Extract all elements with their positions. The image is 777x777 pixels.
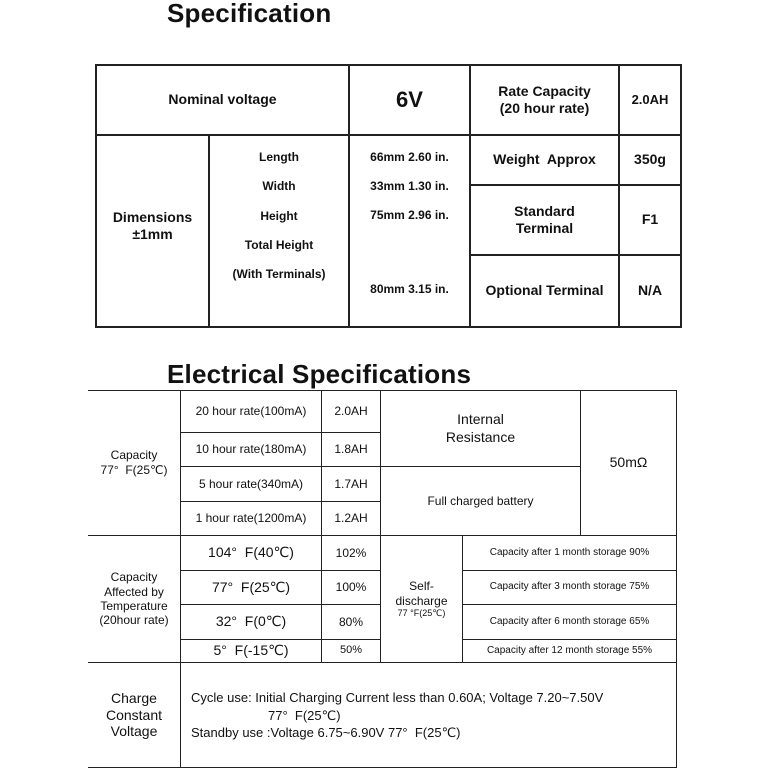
full-charged-battery: Full charged battery — [427, 493, 534, 508]
standard-terminal-label — [471, 186, 618, 254]
temp-77f: 77° F(25℃) — [211, 578, 291, 595]
dimension-name-width: Width — [262, 178, 296, 193]
storage-12-month: Capacity after 12 month storage 55% — [486, 644, 653, 656]
standard-terminal-value: F1 — [641, 211, 659, 228]
storage-3-month: Capacity after 3 month storage 75% — [489, 581, 650, 593]
temp-32f: 32° F(0℃) — [215, 613, 287, 630]
capacity-rate-5h: 5 hour rate(340mA) — [198, 476, 304, 491]
dimension-name-length: Length — [259, 149, 299, 164]
rate-capacity-label-line1: Rate Capacity — [498, 82, 591, 99]
capacity-value-20h: 2.0AH — [334, 404, 368, 418]
dimension-name-with-terminals: (With Terminals) — [232, 266, 326, 281]
temperature-label — [88, 536, 180, 662]
capacity-value-10h: 1.8AH — [334, 442, 368, 456]
self-discharge-line3: 77 °F(25℃) — [397, 607, 446, 618]
standby-use: Standby use :Voltage 6.75~6.90V 77° F(25℃) — [191, 725, 461, 740]
dimension-value-total-height: 80mm 3.15 in. — [370, 281, 449, 296]
charge-label-line2: Constant — [105, 706, 163, 723]
capacity-label-line1: Capacity — [110, 448, 158, 462]
charge-label-line1: Charge — [111, 689, 157, 706]
spec-title: Specification — [167, 0, 332, 28]
dimensions-tolerance: ±1mm — [132, 226, 173, 242]
temperature-label-line1: Capacity — [110, 570, 158, 585]
dimension-name-height: Height — [260, 208, 298, 223]
self-discharge-line2: discharge — [395, 593, 448, 608]
temp-5f: 5° F(-15℃) — [213, 642, 289, 659]
capacity-label — [88, 391, 180, 535]
capacity-value-5h: 1.7AH — [334, 476, 368, 491]
cycle-use-line1: Cycle use: Initial Charging Current less than 0.60A; Voltage 7.20~7.50V — [191, 690, 604, 705]
nominal-voltage-label: Nominal voltage — [168, 91, 277, 108]
standard-terminal-label-line2: Terminal — [515, 220, 574, 236]
temp-32f-value: 80% — [338, 614, 364, 629]
temperature-label-line2: Affected by — [104, 584, 164, 599]
storage-1-month: Capacity after 1 month storage 90% — [489, 546, 650, 558]
capacity-rate-20h: 20 hour rate(100mA) — [195, 404, 307, 418]
dimension-value-height: 75mm 2.96 in. — [370, 207, 449, 222]
dimensions-label-text: Dimensions — [112, 208, 193, 225]
rate-capacity-label — [471, 66, 618, 134]
temp-77f-value: 100% — [335, 580, 367, 594]
capacity-value-1h: 1.2AH — [334, 511, 368, 525]
charge-label-line3: Voltage — [110, 723, 158, 740]
nominal-voltage-value: 6V — [396, 87, 423, 113]
storage-6-month: Capacity after 6 month storage 65% — [489, 615, 650, 627]
temperature-label-line3: Temperature — [100, 599, 168, 613]
dimensions-label — [97, 136, 208, 326]
weight-label: Weight Approx — [493, 151, 596, 168]
capacity-label-line2: 77° F(25℃) — [100, 463, 168, 477]
optional-terminal-label: Optional Terminal — [485, 282, 604, 299]
internal-resistance-label — [381, 391, 580, 466]
standard-terminal-label-line1: Standard — [514, 202, 575, 219]
rate-capacity-label-line2: (20 hour rate) — [499, 100, 590, 116]
internal-resistance-line1: Internal — [457, 411, 504, 427]
charge-constant-voltage-label — [88, 663, 180, 767]
dimension-name-total-height: Total Height — [244, 237, 314, 252]
temp-104f-value: 102% — [335, 545, 367, 560]
temp-5f-value: 50% — [339, 644, 363, 657]
capacity-rate-1h: 1 hour rate(1200mA) — [195, 511, 307, 525]
temperature-label-line4: (20hour rate) — [99, 613, 169, 628]
weight-value: 350g — [634, 151, 666, 168]
self-discharge-label — [381, 536, 462, 662]
cycle-use-line2: 77° F(25℃) — [268, 708, 341, 723]
electrical-title: Electrical Specifications — [167, 359, 472, 389]
dimension-value-length: 66mm 2.60 in. — [370, 149, 449, 164]
capacity-rate-10h: 10 hour rate(180mA) — [195, 442, 307, 456]
internal-resistance-line2: Resistance — [445, 428, 516, 445]
optional-terminal-value: N/A — [637, 282, 663, 299]
dimension-value-width: 33mm 1.30 in. — [370, 178, 449, 193]
rate-capacity-value: 2.0AH — [631, 91, 669, 107]
temp-104f: 104° F(40℃) — [208, 544, 294, 561]
resistance-value: 50mΩ — [609, 454, 648, 471]
self-discharge-line1: Self- — [409, 579, 434, 594]
